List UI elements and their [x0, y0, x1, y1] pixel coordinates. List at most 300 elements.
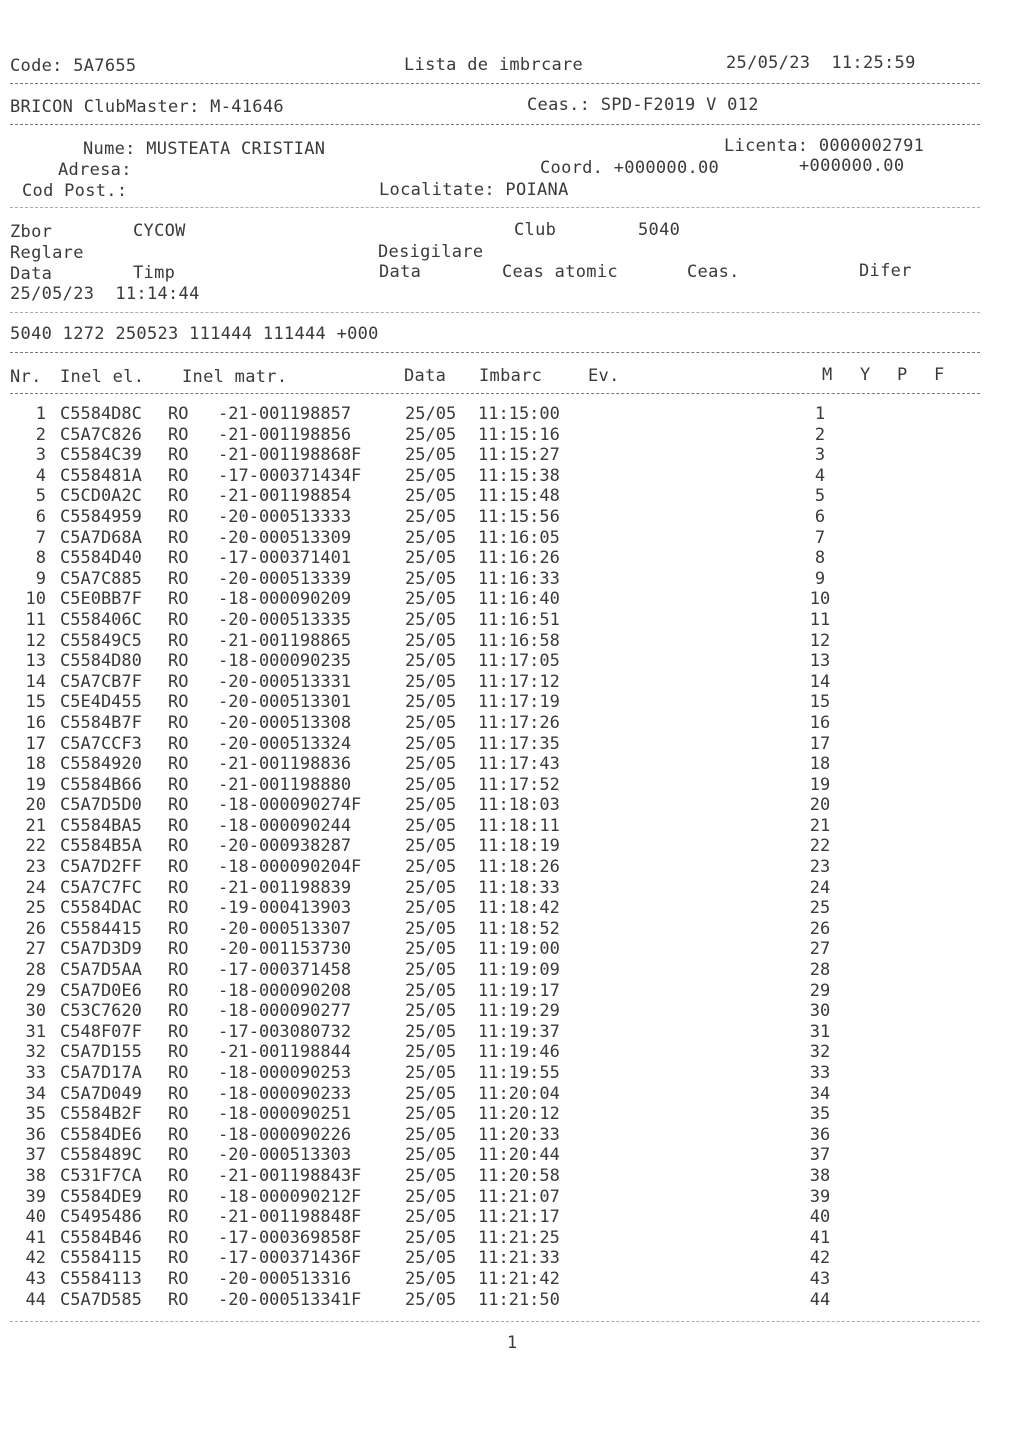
basket-time: 11:16:51 [478, 609, 560, 630]
m-index: 32 [809, 1042, 831, 1063]
country-code: RO [168, 898, 189, 919]
m-index: 31 [809, 1021, 831, 1042]
table-row [0, 1166, 1024, 1187]
table-row [0, 1269, 1024, 1290]
m-index: 9 [814, 568, 826, 589]
basket-date: 25/05 [405, 754, 457, 775]
basket-date: 25/05 [405, 1104, 457, 1125]
basket-time: 11:18:03 [478, 795, 560, 816]
country-code: RO [168, 712, 189, 733]
row-number: 5 [35, 486, 46, 507]
row-number: 3 [35, 445, 46, 466]
table-row [0, 960, 1024, 981]
row-number: 31 [25, 1021, 46, 1042]
m-index: 41 [809, 1227, 831, 1248]
country-code: RO [168, 1145, 189, 1166]
electronic-ring: C5584B5A [60, 836, 142, 857]
ring-number: -20-000513341F [218, 1289, 362, 1310]
ring-number: -21-001198839 [218, 877, 352, 898]
atomic-clock-label: Ceas atomic [502, 262, 618, 282]
ring-number: -18-000090233 [218, 1083, 352, 1104]
electronic-ring: C55849C5 [60, 630, 142, 651]
basket-time: 11:18:33 [478, 877, 560, 898]
basket-time: 11:18:19 [478, 836, 560, 857]
basket-date: 25/05 [405, 486, 457, 507]
basket-date: 25/05 [405, 1227, 457, 1248]
ring-number: -20-000938287 [218, 836, 352, 857]
country-code: RO [168, 774, 189, 795]
basket-date: 25/05 [405, 1124, 457, 1145]
basket-time: 11:21:42 [478, 1268, 560, 1289]
row-number: 14 [25, 671, 46, 692]
basket-time: 11:17:05 [478, 651, 560, 672]
page-number: 1 [506, 1333, 518, 1353]
m-index: 11 [809, 609, 831, 630]
country-code: RO [168, 1063, 189, 1083]
m-index: 23 [809, 857, 831, 878]
basket-time: 11:16:26 [478, 548, 560, 569]
ring-number: -17-000371436F [218, 1248, 362, 1269]
m-index: 33 [809, 1063, 831, 1083]
m-index: 22 [809, 836, 831, 857]
m-index: 34 [809, 1083, 831, 1104]
basket-time: 11:16:05 [478, 527, 560, 548]
ring-number: -21-001198836 [218, 754, 352, 775]
difference-label: Difer [859, 261, 912, 281]
table-row [0, 1207, 1024, 1228]
row-number: 25 [25, 898, 46, 919]
country-code: RO [168, 486, 189, 507]
basket-time: 11:15:16 [478, 424, 560, 445]
electronic-ring: C5584415 [60, 918, 142, 939]
country-code: RO [168, 918, 189, 939]
country-code: RO [168, 1227, 189, 1248]
table-row [0, 1228, 1024, 1249]
electronic-ring: C5584BA5 [60, 815, 142, 836]
coordinates-2: +000000.00 [799, 156, 905, 176]
table-row [0, 466, 1024, 487]
row-number: 15 [25, 692, 46, 713]
col-inel-el: Inel el. [60, 367, 145, 387]
basket-date: 25/05 [405, 1165, 457, 1186]
ring-number: -19-000413903 [218, 898, 352, 919]
basket-date: 25/05 [405, 1186, 457, 1207]
country-code: RO [168, 815, 189, 836]
date-label: Data [10, 264, 53, 284]
table-row [0, 1290, 1024, 1311]
ring-number: -21-001198868F [218, 445, 362, 466]
m-index: 14 [809, 671, 831, 692]
row-number: 12 [25, 630, 46, 651]
electronic-ring: C548F07F [60, 1021, 142, 1042]
basket-time: 11:19:09 [478, 960, 560, 981]
unsealing-date-label: Data [379, 262, 422, 282]
club-value: 5040 [638, 220, 681, 240]
ring-number: -18-000090251 [218, 1104, 352, 1125]
basket-time: 11:15:00 [478, 404, 560, 424]
m-index: 42 [809, 1248, 831, 1269]
table-row [0, 816, 1024, 837]
table-row [0, 569, 1024, 590]
basket-time: 11:17:43 [478, 754, 560, 775]
basket-date: 25/05 [405, 1207, 457, 1228]
row-number: 40 [25, 1207, 46, 1228]
country-code: RO [168, 506, 189, 527]
row-number: 34 [25, 1083, 46, 1104]
m-index: 2 [814, 424, 826, 445]
basket-date: 25/05 [405, 1083, 457, 1104]
table-row [0, 672, 1024, 693]
electronic-ring: C5584115 [60, 1248, 142, 1269]
table-row [0, 1001, 1024, 1022]
basket-date: 25/05 [405, 733, 457, 754]
ring-number: -21-001198854 [218, 486, 352, 507]
clock-col-label: Ceas. [687, 262, 740, 282]
basketing-table [0, 404, 1024, 1310]
country-code: RO [168, 939, 189, 960]
col-y: Y [860, 365, 871, 385]
basket-time: 11:19:37 [478, 1021, 560, 1042]
electronic-ring: C5A7CCF3 [60, 733, 142, 754]
basket-time: 11:20:58 [478, 1165, 560, 1186]
ring-number: -18-000090277 [218, 1001, 352, 1022]
m-index: 1 [814, 404, 826, 424]
electronic-ring: C5584D8C [60, 404, 142, 424]
electronic-ring: C5495486 [60, 1207, 142, 1228]
coordinates: Coord. +000000.00 [540, 158, 720, 178]
address-label: Adresa: [58, 160, 132, 180]
electronic-ring: C558406C [60, 609, 142, 630]
row-number: 17 [25, 733, 46, 754]
col-inel-matr: Inel matr. [182, 367, 288, 387]
country-code: RO [168, 877, 189, 898]
col-ev: Ev. [588, 366, 620, 386]
ring-number: -20-000513339 [218, 568, 352, 589]
basket-date: 25/05 [405, 795, 457, 816]
table-row [0, 1248, 1024, 1269]
basket-time: 11:15:48 [478, 486, 560, 507]
electronic-ring: C5A7D2FF [60, 857, 142, 878]
basket-date: 25/05 [405, 1145, 457, 1166]
m-index: 35 [809, 1104, 831, 1125]
basket-time: 11:19:17 [478, 980, 560, 1001]
clock-label: Ceas.: SPD-F2019 V 012 [527, 95, 759, 115]
table-row [0, 507, 1024, 528]
m-index: 39 [809, 1186, 831, 1207]
m-index: 20 [809, 795, 831, 816]
basket-time: 11:16:58 [478, 630, 560, 651]
basket-date: 25/05 [405, 836, 457, 857]
row-number: 35 [25, 1104, 46, 1125]
table-row [0, 445, 1024, 466]
table-row [0, 486, 1024, 507]
ring-number: -21-001198857 [218, 404, 352, 424]
row-number: 36 [25, 1124, 46, 1145]
electronic-ring: C5E0BB7F [60, 589, 142, 610]
basket-time: 11:19:55 [478, 1063, 560, 1083]
ring-number: -21-001198848F [218, 1207, 362, 1228]
table-row [0, 1022, 1024, 1043]
basket-time: 11:15:56 [478, 506, 560, 527]
col-p: P [897, 365, 908, 385]
basket-time: 11:18:11 [478, 815, 560, 836]
divider [10, 393, 980, 394]
basket-date: 25/05 [405, 589, 457, 610]
electronic-ring: C5A7D049 [60, 1083, 142, 1104]
basket-time: 11:19:46 [478, 1042, 560, 1063]
table-row [0, 589, 1024, 610]
ring-number: -20-001153730 [218, 939, 352, 960]
basket-date: 25/05 [405, 527, 457, 548]
ring-number: -20-000513324 [218, 733, 352, 754]
electronic-ring: C5A7C7FC [60, 877, 142, 898]
divider [10, 312, 980, 313]
electronic-ring: C5A7D0E6 [60, 980, 142, 1001]
row-number: 9 [35, 568, 46, 589]
basket-date: 25/05 [405, 960, 457, 981]
row-number: 26 [25, 918, 46, 939]
electronic-ring: C5584B66 [60, 774, 142, 795]
country-code: RO [168, 1207, 189, 1228]
m-index: 27 [809, 939, 831, 960]
divider [10, 83, 980, 84]
row-number: 21 [25, 815, 46, 836]
row-number: 16 [25, 712, 46, 733]
code-label: Code: 5A7655 [10, 56, 137, 76]
electronic-ring: C5A7CB7F [60, 671, 142, 692]
flight-value: CYCOW [133, 221, 186, 241]
table-row [0, 919, 1024, 940]
country-code: RO [168, 1289, 189, 1310]
table-row [0, 651, 1024, 672]
electronic-ring: C5584B46 [60, 1227, 142, 1248]
country-code: RO [168, 836, 189, 857]
basket-date: 25/05 [405, 630, 457, 651]
basket-time: 11:15:27 [478, 445, 560, 466]
basket-time: 11:18:42 [478, 898, 560, 919]
m-index: 29 [809, 980, 831, 1001]
col-f: F [934, 365, 945, 385]
license-number: Licenta: 0000002791 [724, 136, 925, 156]
ring-number: -17-000371434F [218, 465, 362, 486]
basket-date: 25/05 [405, 939, 457, 960]
table-row [0, 775, 1024, 796]
electronic-ring: C5A7D5D0 [60, 795, 142, 816]
row-number: 33 [25, 1063, 46, 1083]
ring-number: -21-001198844 [218, 1042, 352, 1063]
ring-number: -18-000090226 [218, 1124, 352, 1145]
table-row [0, 1145, 1024, 1166]
m-index: 38 [809, 1165, 831, 1186]
ring-number: -17-003080732 [218, 1021, 352, 1042]
unsealing-label: Desigilare [378, 242, 484, 262]
basket-date: 25/05 [405, 506, 457, 527]
table-row [0, 692, 1024, 713]
ring-number: -20-000513301 [218, 692, 352, 713]
electronic-ring: C558489C [60, 1145, 142, 1166]
electronic-ring: C5A7D585 [60, 1289, 142, 1310]
row-number: 27 [25, 939, 46, 960]
basket-date: 25/05 [405, 1063, 457, 1083]
basket-time: 11:21:25 [478, 1227, 560, 1248]
ring-number: -21-001198856 [218, 424, 352, 445]
m-index: 12 [809, 630, 831, 651]
basket-time: 11:21:33 [478, 1248, 560, 1269]
m-index: 36 [809, 1124, 831, 1145]
basket-time: 11:17:35 [478, 733, 560, 754]
divider [10, 352, 980, 353]
m-index: 28 [809, 960, 831, 981]
col-m: M [822, 365, 833, 385]
time-label: Timp [133, 263, 176, 283]
m-index: 16 [809, 712, 831, 733]
table-row [0, 610, 1024, 631]
basket-date: 25/05 [405, 692, 457, 713]
flight-label: Zbor [10, 222, 53, 242]
row-number: 6 [35, 506, 46, 527]
electronic-ring: C5CD0A2C [60, 486, 142, 507]
basket-time: 11:15:38 [478, 465, 560, 486]
country-code: RO [168, 1083, 189, 1104]
electronic-ring: C5584959 [60, 506, 142, 527]
table-row [0, 1084, 1024, 1105]
basket-time: 11:20:12 [478, 1104, 560, 1125]
country-code: RO [168, 589, 189, 610]
table-row [0, 1104, 1024, 1125]
basket-time: 11:21:07 [478, 1186, 560, 1207]
basket-date: 25/05 [405, 445, 457, 466]
basket-time: 11:20:44 [478, 1145, 560, 1166]
ring-number: -18-000090208 [218, 980, 352, 1001]
club-label: Club [514, 220, 557, 240]
electronic-ring: C5584C39 [60, 445, 142, 466]
row-number: 39 [25, 1186, 46, 1207]
table-row [0, 1063, 1024, 1084]
table-row [0, 1187, 1024, 1208]
m-index: 40 [809, 1207, 831, 1228]
ring-number: -20-000513316 [218, 1268, 352, 1289]
basket-time: 11:18:52 [478, 918, 560, 939]
m-index: 17 [809, 733, 831, 754]
country-code: RO [168, 795, 189, 816]
table-row [0, 878, 1024, 899]
electronic-ring: C5584D40 [60, 548, 142, 569]
table-row [0, 857, 1024, 878]
electronic-ring: C5584DAC [60, 898, 142, 919]
electronic-ring: C5584D80 [60, 651, 142, 672]
basket-date: 25/05 [405, 1042, 457, 1063]
ring-number: -18-000090212F [218, 1186, 362, 1207]
row-number: 30 [25, 1001, 46, 1022]
basket-time: 11:17:26 [478, 712, 560, 733]
electronic-ring: C5E4D455 [60, 692, 142, 713]
country-code: RO [168, 980, 189, 1001]
ring-number: -21-001198865 [218, 630, 352, 651]
ring-number: -20-000513309 [218, 527, 352, 548]
electronic-ring: C5584920 [60, 754, 142, 775]
ring-number: -17-000369858F [218, 1227, 362, 1248]
m-index: 26 [809, 918, 831, 939]
country-code: RO [168, 1124, 189, 1145]
m-index: 3 [814, 445, 826, 466]
electronic-ring: C5584DE9 [60, 1186, 142, 1207]
basket-date: 25/05 [405, 980, 457, 1001]
country-code: RO [168, 1186, 189, 1207]
electronic-ring: C53C7620 [60, 1001, 142, 1022]
m-index: 25 [809, 898, 831, 919]
row-number: 19 [25, 774, 46, 795]
basket-time: 11:17:12 [478, 671, 560, 692]
col-imbarc: Imbarc [479, 366, 543, 386]
basket-date: 25/05 [405, 548, 457, 569]
country-code: RO [168, 651, 189, 672]
electronic-ring: C531F7CA [60, 1165, 142, 1186]
basket-date: 25/05 [405, 918, 457, 939]
table-row [0, 734, 1024, 755]
row-number: 20 [25, 795, 46, 816]
basket-date: 25/05 [405, 815, 457, 836]
electronic-ring: C558481A [60, 465, 142, 486]
electronic-ring: C5A7C885 [60, 568, 142, 589]
electronic-ring: C5A7D3D9 [60, 939, 142, 960]
basket-time: 11:19:29 [478, 1001, 560, 1022]
country-code: RO [168, 630, 189, 651]
owner-name: Nume: MUSTEATA CRISTIAN [83, 139, 326, 159]
basket-time: 11:16:33 [478, 568, 560, 589]
row-number: 22 [25, 836, 46, 857]
table-row [0, 1125, 1024, 1146]
row-number: 38 [25, 1165, 46, 1186]
basket-time: 11:16:40 [478, 589, 560, 610]
country-code: RO [168, 1104, 189, 1125]
table-row [0, 1042, 1024, 1063]
row-number: 42 [25, 1248, 46, 1269]
country-code: RO [168, 1021, 189, 1042]
row-number: 44 [25, 1289, 46, 1310]
country-code: RO [168, 1042, 189, 1063]
electronic-ring: C5584113 [60, 1268, 142, 1289]
ring-number: -20-000513335 [218, 609, 352, 630]
col-nr: Nr. [10, 367, 42, 387]
ring-number: -17-000371458 [218, 960, 352, 981]
m-index: 8 [814, 548, 826, 569]
row-number: 43 [25, 1268, 46, 1289]
table-row [0, 754, 1024, 775]
table-row [0, 981, 1024, 1002]
ring-number: -20-000513307 [218, 918, 352, 939]
ring-number: -17-000371401 [218, 548, 352, 569]
m-index: 19 [809, 774, 831, 795]
row-number: 11 [25, 609, 46, 630]
basket-time: 11:20:04 [478, 1083, 560, 1104]
setting-label: Reglare [10, 243, 84, 263]
table-row [0, 898, 1024, 919]
row-number: 41 [25, 1227, 46, 1248]
clubmaster-label: BRICON ClubMaster: M-41646 [10, 97, 284, 117]
row-number: 8 [35, 548, 46, 569]
basket-date: 25/05 [405, 404, 457, 424]
electronic-ring: C5584DE6 [60, 1124, 142, 1145]
table-row [0, 939, 1024, 960]
m-index: 24 [809, 877, 831, 898]
setting-datetime: 25/05/23 11:14:44 [10, 284, 200, 304]
table-row [0, 795, 1024, 816]
postal-code-label: Cod Post.: [22, 181, 128, 201]
basket-time: 11:21:50 [478, 1289, 560, 1310]
m-index: 37 [809, 1145, 831, 1166]
basket-date: 25/05 [405, 1021, 457, 1042]
m-index: 5 [814, 486, 826, 507]
